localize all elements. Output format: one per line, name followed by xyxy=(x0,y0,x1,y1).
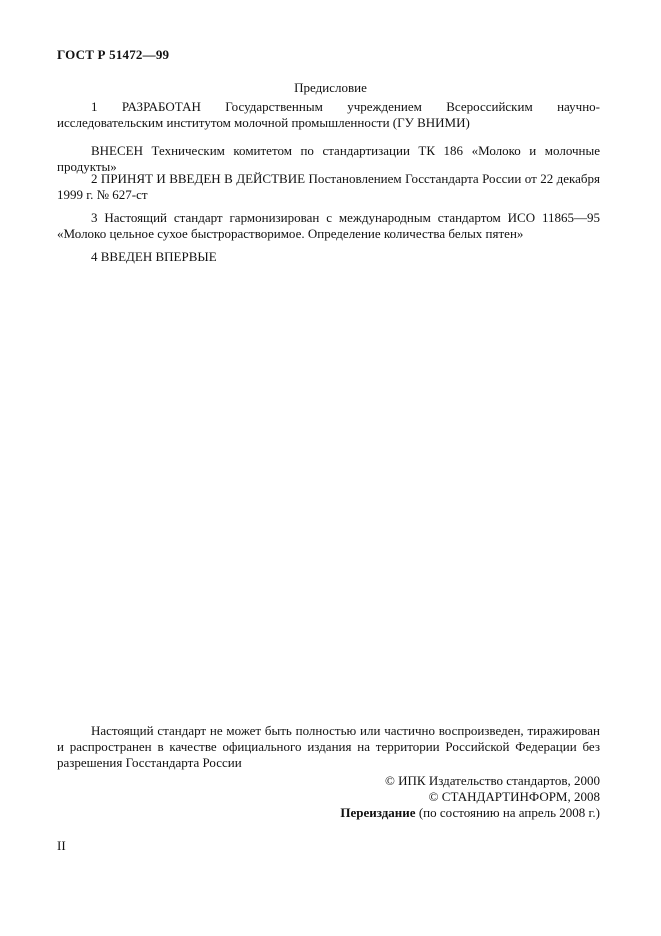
preface-title: Предисловие xyxy=(294,80,367,95)
standard-code: ГОСТ Р 51472—99 xyxy=(57,47,170,62)
preface-item-adopted: 2 ПРИНЯТ И ВВЕДЕН В ДЕЙСТВИЕ Постановлением Госстандарта России от 22 декабря 1999 г. № 627-ст xyxy=(57,171,600,202)
page-number: II xyxy=(57,838,66,853)
copyright-line-2: © СТАНДАРТИНФОРМ, 2008 xyxy=(428,789,600,804)
reissue-line xyxy=(340,805,600,821)
preface-item-introduced: ВНЕСЕН Техническим комитетом по стандартизации ТК 186 «Молоко и молочные продукты» xyxy=(57,143,600,174)
reissue-label: Переиздание xyxy=(340,805,416,820)
copyright-block xyxy=(340,773,600,821)
preface-item-first-edition: 4 ВВЕДЕН ВПЕРВЫЕ xyxy=(91,249,217,264)
preface-item-harmonized: 3 Настоящий стандарт гармонизирован с международным стандартом ИСО 11865—95 «Молоко цельное сухое быстрорастворимое. Определение количества белых пятен» xyxy=(57,210,600,241)
preface-item-developed: 1 РАЗРАБОТАН Государственным учреждением Всероссийским научно-исследовательским институтом молочной промышленности (ГУ ВНИМИ) xyxy=(57,99,600,130)
copyright-line-1: © ИПК Издательство стандартов, 2000 xyxy=(385,773,600,788)
reproduction-notice: Настоящий стандарт не может быть полностью или частично воспроизведен, тиражирован и распространен в качестве официального издания на территории Российской Федерации без разрешения Госстандарта России xyxy=(57,723,600,770)
reissue-note: (по состоянию на апрель 2008 г.) xyxy=(418,805,600,820)
